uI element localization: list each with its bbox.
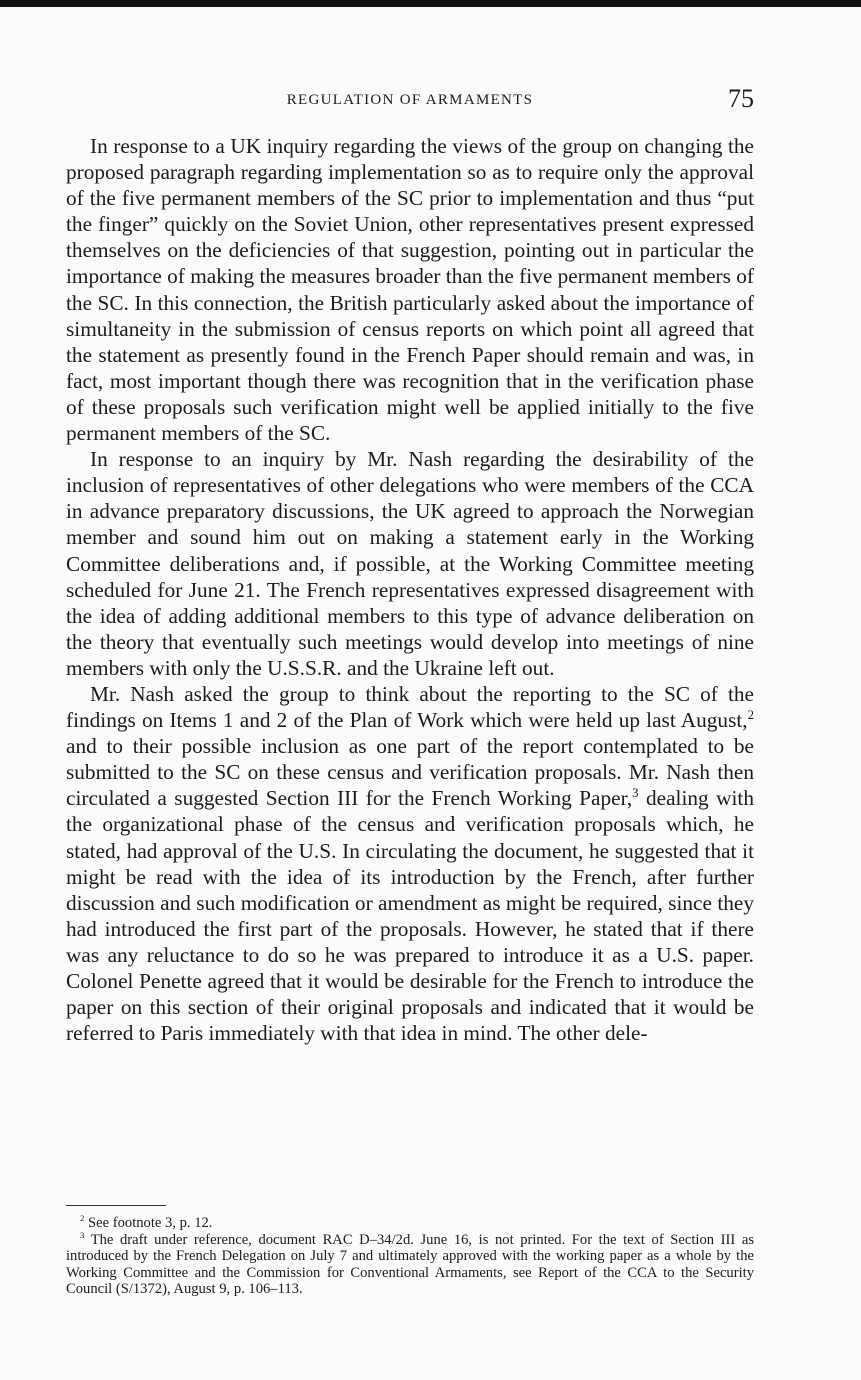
footnote-ref-2[interactable]: 2: [747, 707, 754, 722]
footnote-text: See footnote 3, p. 12.: [84, 1215, 213, 1231]
footnote-ref-3[interactable]: 3: [632, 786, 639, 801]
paragraph-3-part-2: and to their possible inclusion as one part of the report contemplated to be submitted to the SC on these census and verification proposals. Mr. Nash then circulated a suggested Section III for the French Working Paper,: [66, 734, 754, 811]
body-text: [66, 133, 754, 1046]
paragraph-3-part-3: dealing with the organizational phase of the census and verification proposals which, he stated, had approval of the U.S. In circulating the document, he suggested that it might be read with the idea of its introduction by the French, after further discussion and such modification or amendment as might be required, since they had introduced the first part of the proposals. However, he stated that if there was any reluctance to do so he was prepared to introduce it as a U.S. paper. Colonel Penette agreed that it would be desirable for the French to introduce the paper on this section of their original proposals and indicated that it would be referred to Paris immediately with that idea in mind. The other dele-: [66, 786, 754, 1046]
footnote-marker: 3: [80, 1229, 85, 1240]
footnote-text: The draft under reference, document RAC D–34/2d. June 16, is not printed. For the text of Section III as introduced by the French Delegation on July 7 and ultimately approved with the working paper as a whole by the Working Committee and the Commission for Conventional Armaments, see Report of the CCA to the Security Council (S/1372), August 9, p. 106–113.: [66, 1231, 754, 1298]
paragraph-3-part-1: Mr. Nash asked the group to think about the reporting to the SC of the findings on Items 1 and 2 of the Plan of Work which were held up last August,: [66, 681, 754, 733]
footnote-marker: 2: [80, 1213, 85, 1224]
footnote-3: [66, 1229, 754, 1298]
footnotes: [66, 1215, 754, 1298]
top-border-rule: [0, 0, 861, 7]
footnote-2: [66, 1215, 754, 1232]
paragraph-3: [66, 681, 754, 1046]
page-number: 75: [728, 84, 754, 113]
running-head: [66, 86, 754, 116]
running-title: REGULATION OF ARMAMENTS: [286, 92, 534, 108]
paragraph-1: In response to a UK inquiry regarding the views of the group on changing the proposed paragraph regarding implementation so as to require only the approval of the five permanent members of the SC prior to implementation and thus “put the finger” quickly on the Soviet Union, other representatives present expressed themselves on the deficiencies of that suggestion, pointing out in particular the importance of making the measures broader than the five permanent members of the SC. In this connection, the British particularly asked about the importance of simultaneity in the submission of census reports on which point all agreed that the statement as presently found in the French Paper should remain and was, in fact, most important though there was recognition that in the verification phase of these proposals such verification might well be applied initially to the five permanent members of the SC.: [66, 134, 754, 446]
paragraph-2: In response to an inquiry by Mr. Nash regarding the desirability of the inclusion of representatives of other delegations who were members of the CCA in advance preparatory discussions, the UK agreed to approach the Norwegian member and sound him out on making a statement early in the Working Committee deliberations and, if possible, at the Working Committee meeting scheduled for June 21. The French representatives expressed disagreement with the idea of adding additional members to this type of advance deliberation on the theory that eventually such meetings would develop into meetings of nine members with only the U.S.S.R. and the Ukraine left out.: [66, 447, 754, 680]
footnote-divider: [66, 1205, 166, 1206]
